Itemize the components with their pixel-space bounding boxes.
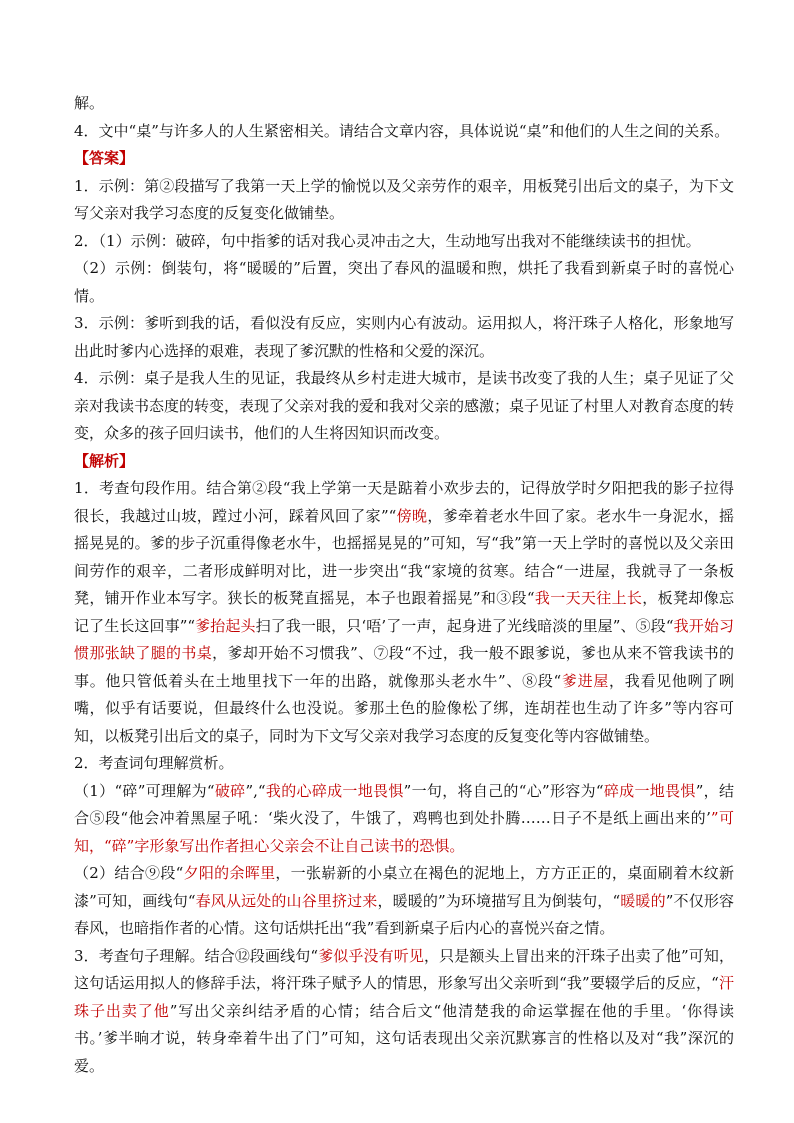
analysis-header: 【解析】 [74,451,135,470]
analysis-2-1-text: ”，结合⑤段“他会冲着黑屋子吼：‘柴火没了，牛饿了，鸡鸭也到处扑腾……日子不是纸上画出来的’ [74,781,734,827]
question-4: 4．文中“桌”与许多人的人生紧密相关。请结合文章内容，具体说说“桌”和他们的人生之间的关系。 [74,121,730,140]
analysis-2-1-text: （1）“碎”可理解为“ [74,781,215,800]
analysis-1-quote: 我一天天往上长 [534,589,643,607]
analysis-1-text: 扫了我一眼，只‘唔’了一声，起身进了光线暗淡的里屋”、⑤段“ [255,616,674,635]
answer-header: 【答案】 [74,149,135,167]
analysis-1-text: ，爹牵着老水牛回了家。老水牛一身泥水，摇摇晃晃的。爹的步子沉重得像老水牛，也摇摇晃晃的”可知，写“我”第一天上学时的喜悦以及父亲田间劳作的艰辛，二者形成鲜明对比，进一步突出“我“家境的贫寒。结合“一进屋，我就寻了一条板凳，铺开作业本写字。狭长的板凳直摇晃，本子也跟着摇晃”和③段“ [74,506,734,607]
analysis-2-1-text: ”一句，将自己的“心”形容为“ [403,781,604,800]
analysis-2-2-text: ，一张崭新的小桌立在褐色的泥地上，方方正正的，桌面刷着木纹新漆”可知，画线句“ [74,864,734,910]
analysis-2-1-quote: 破碎 [214,781,246,800]
analysis-3-text: ”写出父亲纠结矛盾的心情；结合后文“他清楚我的命运掌握在他的手里。‘你得读书。’爹半晌才说，转身牵着牛出了门”可知，这句话表现出父亲沉默寡言的性格以及对“我”深沉的爱。 [74,1001,734,1075]
analysis-2-1 [74,778,734,861]
analysis-2-2-quote: 暖暖的 [620,891,666,910]
analysis-1-quote: 爹进屋 [561,671,610,690]
analysis-2-1-quote: 我的心碎成一地畏惧 [265,781,404,800]
document-body [74,90,734,1080]
answer-3: 3．示例：爹听到我的话，看似没有反应，实则内心有波动。运用拟人，将汗珠子人格化，形象地写出此时爹内心选择的艰难，表现了爹沉默的性格和父爱的深沉。 [74,314,734,360]
answer-1: 1．示例：第②段描写了我第一天上学的愉悦以及父亲劳作的艰辛，用板凳引出后文的桌子，为下文写父亲对我学习态度的反复变化做铺垫。 [74,176,734,222]
analysis-1 [74,475,734,750]
analysis-3-text: ，只是额头上冒出来的汗珠子出卖了他”可知，这句话运用拟人的修辞手法，将汗珠子赋予人的情思，形象写出父亲听到“我”要辍学后的反应，“ [74,946,735,992]
analysis-2-2 [74,860,734,943]
analysis-1-quote: 傍晚 [396,506,428,525]
analysis-1-quote: 我开始习惯那张缺了腿的书桌 [74,616,734,662]
analysis-3-text: 3．考查句子理解。结合⑫段画线句“ [74,946,319,965]
analysis-2-2-text: （2）结合⑨段“ [74,864,184,882]
analysis-3-quote: 汗珠子出卖了他 [74,974,734,1020]
analysis-1-quote: 爹抬起头 [195,616,256,635]
analysis-2-2-text: ”不仅形容春风，也暗指作者的心情。这句话烘托出“我”看到新桌子后内心的喜悦兴奋之情。 [74,891,734,937]
analysis-3 [74,943,734,1081]
answer-4: 4．示例：桌子是我人生的见证，我最终从乡村走进大城市，是读书改变了我的人生；桌子见证了父亲对我读书态度的转变，表现了父亲对我的爱和我对父亲的感激；桌子见证了村里人对教育态度的转变，众多的孩子回归读书，他们的人生将因知识而改变。 [74,369,735,442]
analysis-3-quote: 爹似乎没有听见 [318,946,425,965]
analysis-1-text: ，板凳却像忘记了生长这回事”“ [74,589,734,635]
intro-tail: 解。 [74,94,105,112]
analysis-2-2-quote: 夕阳的余晖里 [183,864,276,882]
analysis-2-2-text: ，暖暖的”为环境描写且为倒装句，“ [377,891,621,910]
analysis-2-1-text: ”,“ [245,781,266,800]
analysis-1-text: ，爹却开始不习惯我”、⑦段“不过，我一般不跟爹说，爹也从来不管我读书的事。他只管低着头在土地里找下一年的出路，就像那头老水牛”、⑧段“ [74,644,734,690]
answer-2-1: 2．（1）示例：破碎，句中指爹的话对我心灵冲击之大，生动地写出我对不能继续读书的担忧。 [74,231,701,250]
analysis-1-text: ，我看见他咧了咧嘴，似乎有话要说，但最终什么也没说。爹那土色的脸像松了绑，连胡茬也生动了许多”等内容可知，以板凳引出后文的桌子，同时为下文写父亲对我学习态度的反复变化等内容做铺垫。 [74,671,734,745]
analysis-2-2-quote: 春风从远处的山谷里挤过来 [195,891,378,910]
analysis-2-1-quote: ”可知，“碎”字形象写出作者担心父亲会不让自己读书的恐惧。 [74,809,734,855]
analysis-2-title: 2．考查词句理解赏析。 [74,754,234,772]
answer-2-2: （2）示例：倒装句，将“暖暖的”后置，突出了春风的温暖和煦，烘托了我看到新桌子时的喜悦心情。 [74,259,734,305]
analysis-2-1-quote: 碎成一地畏惧 [603,781,696,800]
analysis-1-text: 1．考查句段作用。结合第②段“我上学第一天是踮着小欢步去的，记得放学时夕阳把我的影子拉得很长，我越过山坡，蹚过小河，踩着风回了家”“ [74,479,734,525]
